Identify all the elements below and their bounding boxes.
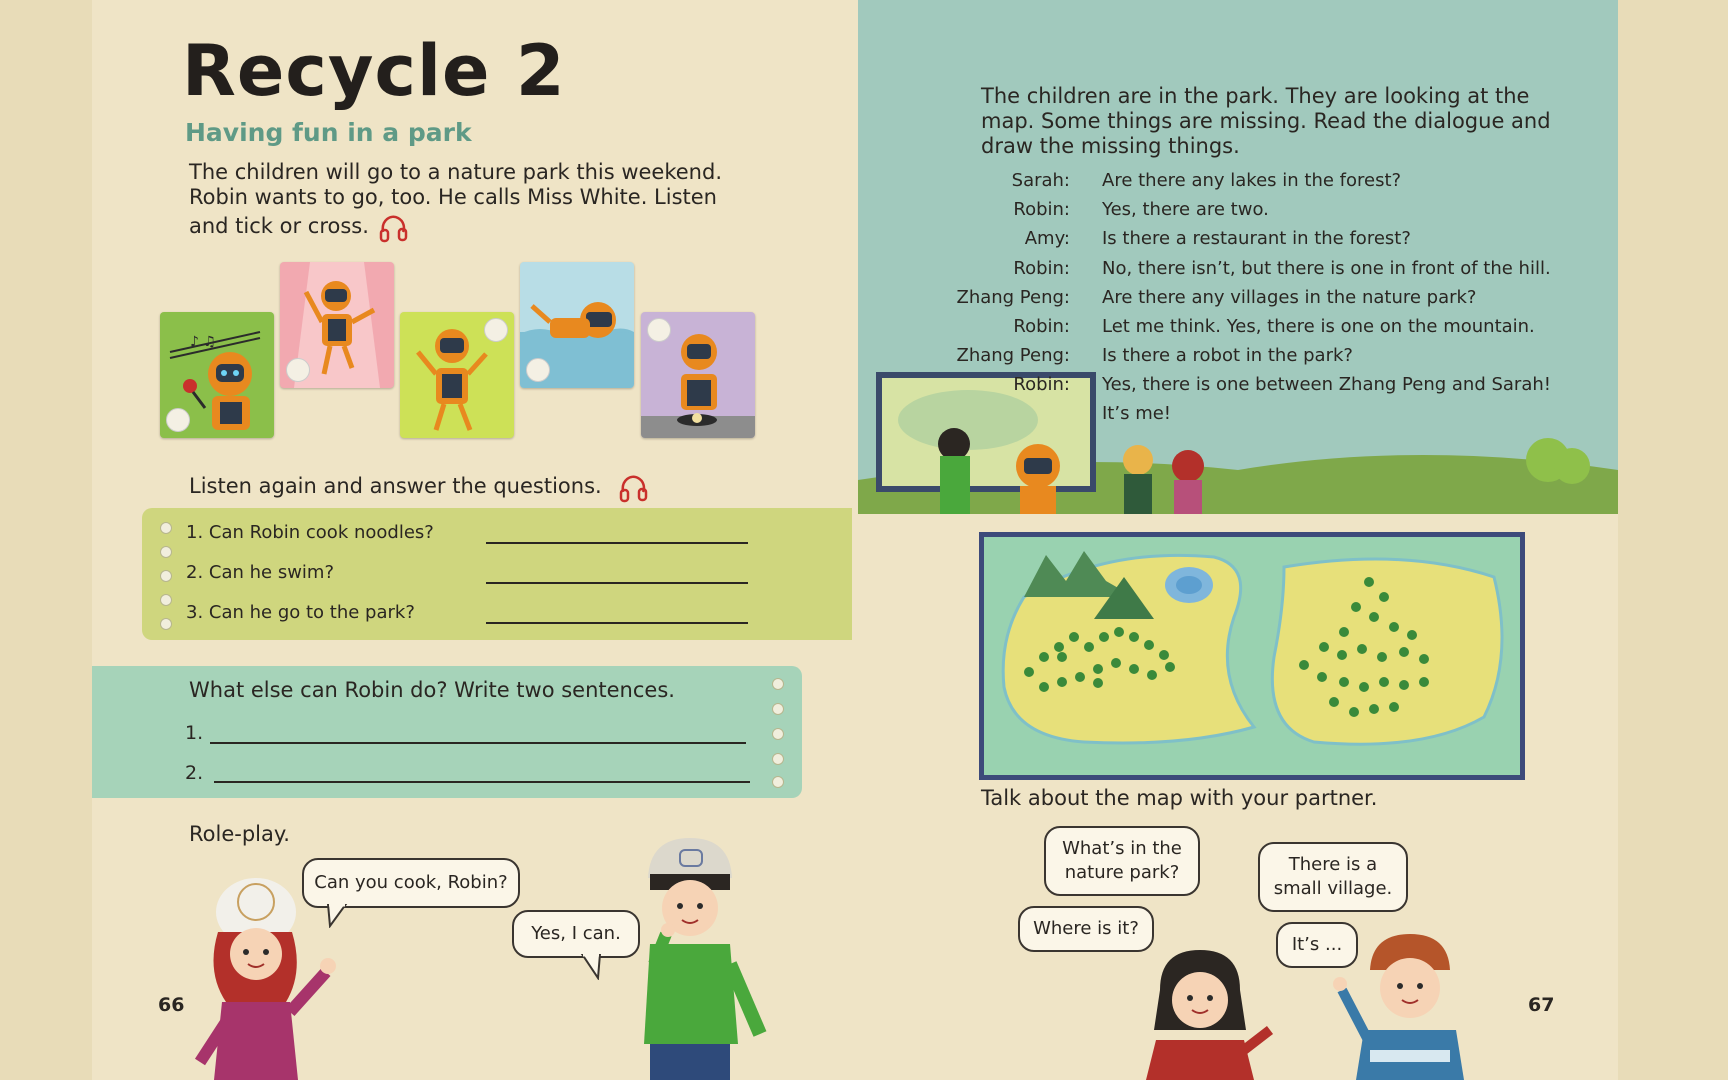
write-number-2: 2. (185, 762, 204, 784)
page-title: Recycle 2 (182, 30, 566, 112)
dialogue-text: Is there a restaurant in the forest? (1102, 228, 1411, 249)
girl-talking-illustration (1130, 950, 1280, 1080)
speech-bubble-question-2 (1018, 906, 1154, 952)
binder-ring (772, 753, 784, 765)
dialogue-text: Are there any villages in the nature park? (1102, 287, 1477, 308)
dialogue-text: Is there a robot in the park? (1102, 345, 1353, 366)
bubble-answer-1-text: There is a small village. (1273, 854, 1393, 899)
tick-circle[interactable] (526, 358, 550, 382)
binder-ring (160, 570, 172, 582)
question-1: 1. Can Robin cook noodles? (186, 522, 434, 543)
nature-park-map[interactable] (979, 532, 1525, 780)
answer-line-3[interactable] (486, 622, 748, 624)
girl-character-illustration (186, 862, 346, 1080)
boy-talking-illustration (1330, 930, 1490, 1080)
dialogue-text: Yes, there are two. (1102, 199, 1269, 220)
binder-ring (160, 546, 172, 558)
listen-again-text: Listen again and answer the questions. (189, 474, 602, 498)
dialogue-speaker: Zhang Peng: (956, 345, 1070, 366)
dialogue-text: No, there isn’t, but there is one in front of the hill. (1102, 258, 1551, 279)
dialogue-text: Yes, there is one between Zhang Peng and Sarah! (1102, 374, 1551, 395)
answer-line-2[interactable] (486, 582, 748, 584)
dialogue-speaker: Robin: (1013, 258, 1070, 279)
tick-circle[interactable] (286, 358, 310, 382)
map-illustration (984, 537, 1520, 775)
svg-text:♪ ♫: ♪ ♫ (190, 334, 216, 350)
question-2: 2. Can he swim? (186, 562, 335, 583)
answer-line-1[interactable] (486, 542, 748, 544)
card-robot-dancing (280, 262, 394, 388)
dialogue-speaker: Robin: (1013, 374, 1070, 395)
card-robot-jumping (400, 312, 514, 438)
dialogue-speaker: Sarah: (1011, 170, 1070, 191)
card-robot-swimming (520, 262, 634, 388)
write-sentences-title: What else can Robin do? Write two sentences. (189, 678, 675, 702)
page-subtitle: Having fun in a park (185, 118, 472, 147)
write-line-1[interactable] (210, 742, 746, 744)
bubble-girl-text: Can you cook, Robin? (314, 872, 508, 893)
intro-text (189, 160, 749, 244)
speech-bubble-question-1 (1044, 826, 1200, 896)
binder-ring (160, 522, 172, 534)
binder-ring (772, 703, 784, 715)
tick-circle[interactable] (484, 318, 508, 342)
bubble-answer-2-text: It’s ... (1291, 934, 1343, 955)
question-3: 3. Can he go to the park? (186, 602, 415, 623)
binder-ring (160, 618, 172, 630)
talk-instruction: Talk about the map with your partner. (981, 786, 1378, 810)
page-number-left: 66 (158, 994, 185, 1016)
map-activity-intro: The children are in the park. They are looking at the map. Some things are missing. Read the dialogue and draw the missing things. (981, 84, 1551, 158)
write-line-2[interactable] (214, 781, 750, 783)
dialogue-text: It’s me! (1102, 403, 1172, 424)
binder-ring (772, 776, 784, 788)
write-number-1: 1. (185, 722, 204, 744)
speech-bubble-answer-1 (1258, 842, 1408, 912)
listen-again-instruction (189, 470, 650, 504)
dialogue-speaker: Robin: (1013, 199, 1070, 220)
card-robot-cooking (641, 312, 755, 438)
headphones-icon[interactable] (616, 470, 650, 504)
dialogue-text: Let me think. Yes, there is one on the mountain. (1102, 316, 1535, 337)
dialogue-speaker: Amy: (1024, 228, 1070, 249)
card-robot-singing (160, 312, 274, 438)
intro-text-content: The children will go to a nature park this weekend. Robin wants to go, too. He calls Miss White. Listen and tick or cross. (189, 160, 722, 238)
headphones-icon[interactable] (376, 210, 410, 244)
binder-ring (772, 678, 784, 690)
tick-circle[interactable] (166, 408, 190, 432)
dialogue-speaker: Zhang Peng: (956, 287, 1070, 308)
tick-circle[interactable] (647, 318, 671, 342)
bubble-question-1-text: What’s in the nature park? (1062, 838, 1182, 883)
roleplay-label: Role-play. (189, 822, 290, 846)
dialogue-speaker: Robin: (1013, 316, 1070, 337)
binder-ring (160, 594, 172, 606)
bubble-boy-text: Yes, I can. (531, 923, 621, 944)
bubble-question-2-text: Where is it? (1033, 918, 1139, 939)
dialogue-text: Are there any lakes in the forest? (1102, 170, 1402, 191)
page-number-right: 67 (1528, 994, 1555, 1016)
binder-ring (772, 728, 784, 740)
boy-character-illustration (620, 834, 780, 1080)
bubble-tail (580, 954, 604, 980)
